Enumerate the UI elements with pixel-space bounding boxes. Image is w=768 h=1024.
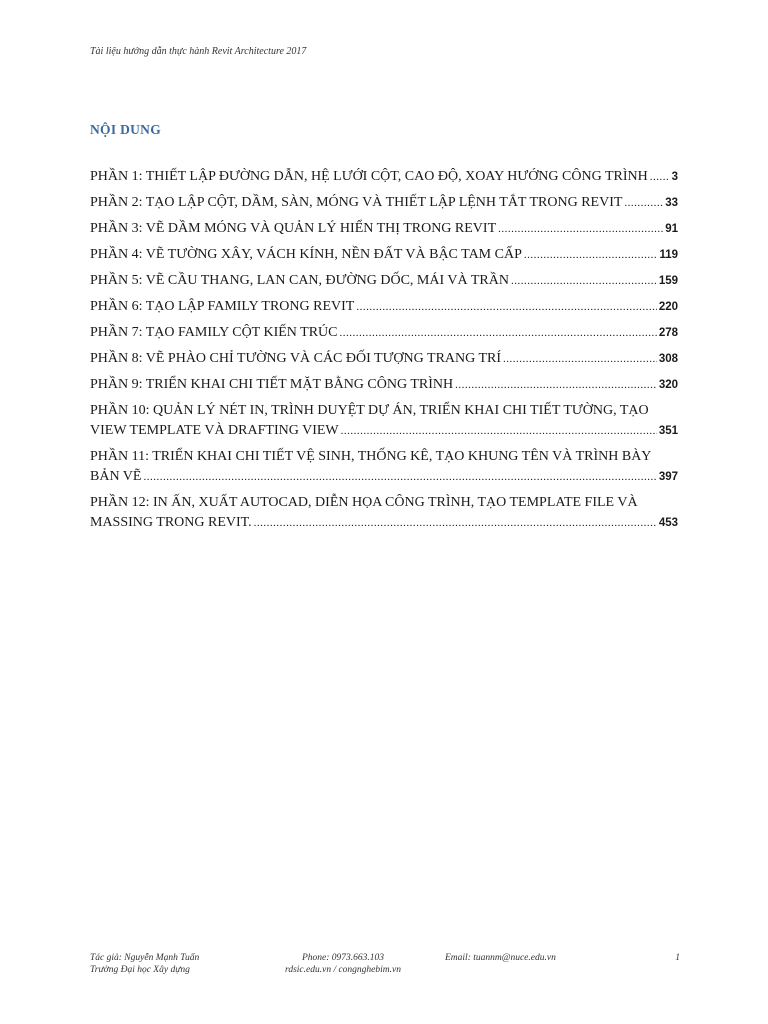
leader-dots <box>340 323 657 343</box>
toc-entry-title: PHẦN 8: VẼ PHÀO CHỈ TƯỜNG VÀ CÁC ĐỐI TƯỢNG TRANG TRÍ <box>90 351 502 366</box>
toc-entry-title-line1: PHẦN 10: QUẢN LÝ NÉT IN, TRÌNH DUYỆT DỰ ÁN, TRIỂN KHAI CHI TIẾT TƯỜNG, TẠO <box>90 403 649 418</box>
toc-entry-page: 3 <box>671 171 678 183</box>
page-number: 1 <box>675 953 680 963</box>
toc-entry-title: PHẦN 4: VẼ TƯỜNG XÂY, VÁCH KÍNH, NỀN ĐẤT VÀ BẬC TAM CẤP <box>90 247 522 262</box>
toc-entry-page: 453 <box>658 517 678 529</box>
toc-entry-page: 308 <box>658 353 678 365</box>
footer-email: Email: tuannm@nuce.edu.vn <box>445 953 556 963</box>
toc-entry-page: 397 <box>658 471 678 483</box>
leader-dots <box>503 349 657 369</box>
toc-entry-page: 91 <box>665 223 678 235</box>
toc-entry-7[interactable] <box>90 323 678 343</box>
toc-entry-12[interactable] <box>90 493 678 533</box>
toc-entry-page: 220 <box>658 301 678 313</box>
toc-entry-title: PHẦN 9: TRIỂN KHAI CHI TIẾT MẶT BẰNG CÔNG TRÌNH <box>90 377 454 392</box>
toc-entry-1[interactable] <box>90 167 678 187</box>
toc-entry-2[interactable] <box>90 193 678 213</box>
leader-dots <box>356 297 656 317</box>
leader-dots <box>650 167 670 187</box>
page-header: Tài liệu hướng dẫn thực hành Revit Architecture 2017 <box>90 46 307 57</box>
toc-entry-title: PHẦN 7: TẠO FAMILY CỘT KIẾN TRÚC <box>90 325 338 340</box>
toc-entry-11[interactable] <box>90 447 678 487</box>
toc-entry-5[interactable] <box>90 271 678 291</box>
toc-entry-10[interactable] <box>90 401 678 441</box>
toc-entry-title-line1: PHẦN 12: IN ẤN, XUẤT AUTOCAD, DIỄN HỌA CÔNG TRÌNH, TẠO TEMPLATE FILE VÀ <box>90 495 638 510</box>
toc-title: NỘI DUNG <box>90 122 162 137</box>
toc-entry-title: PHẦN 2: TẠO LẬP CỘT, DẦM, SÀN, MÓNG VÀ THIẾT LẬP LỆNH TẮT TRONG REVIT <box>90 195 623 210</box>
toc-entry-title: PHẦN 6: TẠO LẬP FAMILY TRONG REVIT <box>90 299 355 314</box>
footer-author: Tác giả: Nguyễn Mạnh Tuấn <box>90 953 200 963</box>
leader-dots <box>511 271 657 291</box>
leader-dots <box>498 219 663 239</box>
toc-entry-3[interactable] <box>90 219 678 239</box>
toc-entry-page: 159 <box>658 275 678 287</box>
leader-dots <box>143 467 656 487</box>
toc-entry-title-line2: VIEW TEMPLATE VÀ DRAFTING VIEW <box>90 423 339 438</box>
toc-entry-8[interactable] <box>90 349 678 369</box>
toc-entry-title: PHẦN 3: VẼ DẦM MÓNG VÀ QUẢN LÝ HIỂN THỊ TRONG REVIT <box>90 221 497 236</box>
leader-dots <box>624 193 663 213</box>
footer-website: rdsic.edu.vn / congnghebim.vn <box>285 965 401 975</box>
toc-entry-title-line1: PHẦN 11: TRIỂN KHAI CHI TIẾT VỆ SINH, THỐNG KÊ, TẠO KHUNG TÊN VÀ TRÌNH BÀY <box>90 449 652 464</box>
toc-entry-page: 278 <box>658 327 678 339</box>
toc-entry-page: 33 <box>665 197 678 209</box>
toc-entry-6[interactable] <box>90 297 678 317</box>
toc-entry-title-line2: MASSING TRONG REVIT. <box>90 515 252 530</box>
toc-entry-page: 119 <box>659 249 678 261</box>
toc-entry-page: 351 <box>658 425 678 437</box>
leader-dots <box>524 245 658 265</box>
toc-entry-page: 320 <box>658 379 678 391</box>
leader-dots <box>341 421 657 441</box>
leader-dots <box>254 513 657 533</box>
toc-entry-title: PHẦN 5: VẼ CẦU THANG, LAN CAN, ĐƯỜNG DỐC, MÁI VÀ TRẦN <box>90 273 509 288</box>
footer-school: Trường Đại học Xây dựng <box>90 965 190 975</box>
table-of-contents <box>90 167 678 539</box>
toc-entry-4[interactable] <box>90 245 678 265</box>
toc-entry-title-line2: BẢN VẼ <box>90 469 142 484</box>
footer-phone: Phone: 0973.663.103 <box>301 953 385 963</box>
leader-dots <box>455 375 657 395</box>
toc-entry-9[interactable] <box>90 375 678 395</box>
toc-entry-title: PHẦN 1: THIẾT LẬP ĐƯỜNG DẪN, HỆ LƯỚI CỘT, CAO ĐỘ, XOAY HƯỚNG CÔNG TRÌNH <box>90 169 648 184</box>
